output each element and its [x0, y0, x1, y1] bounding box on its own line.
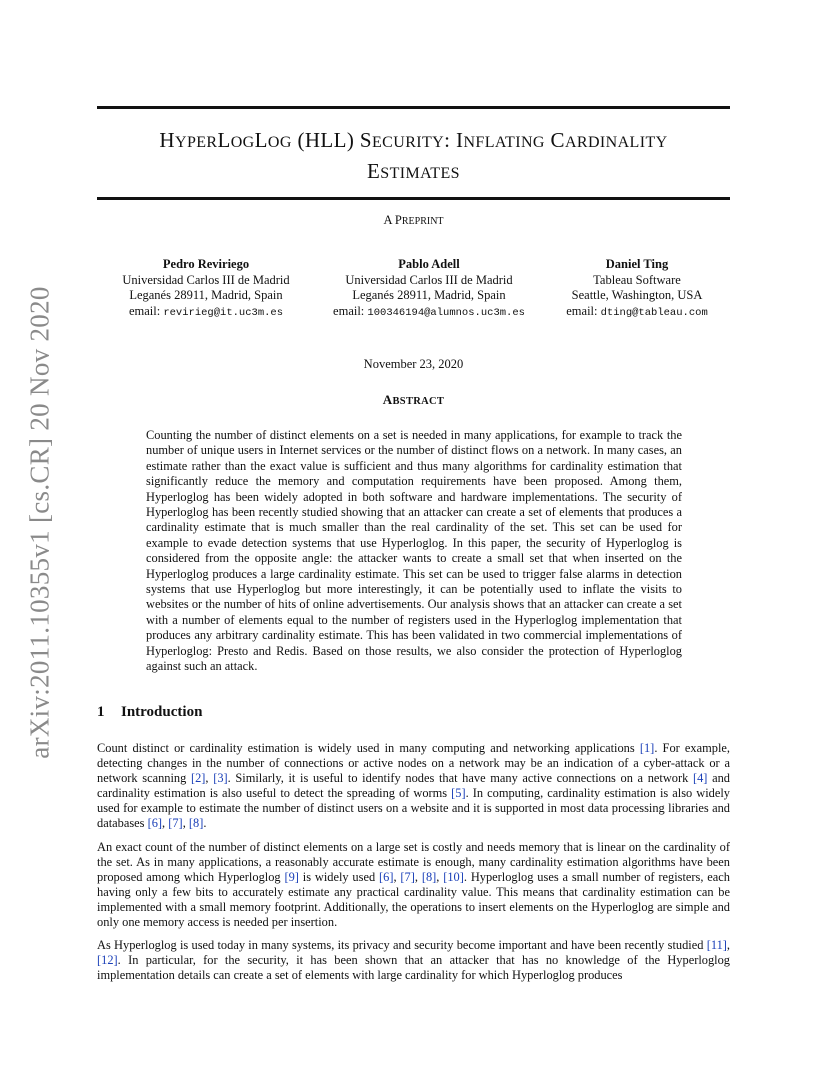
title-line-1	[97, 126, 730, 157]
title-part: L	[217, 128, 231, 152]
body-paragraph	[97, 938, 730, 983]
author-email-line	[329, 304, 529, 322]
abstract-text: Counting the number of distinct elements on a set is needed in many applications, for example to track the number of unique users in Internet services or the number of distinct flows on a network. In many cases, an estimate rather than the exact value is sufficient and thus many algorithms for cardinality estimation that significantly reduce the memory and computation requirements have been proposed. Among them, Hyperloglog has been widely adopted in both software and hardware implementations. The security of Hyperloglog has been recently studied showing that an attacker can create a set of elements that produces a cardinality estimate that is much smaller than the real cardinality of the set. This set can be used for example to evade detection systems that use Hyperloglog. In this paper, the security of Hyperloglog is considered from the opposite angle: the attacker wants to create a small set that when inserted on the Hyperloglog produces a large cardinality estimate. This set can be used to trigger false alarms in detection systems that use Hyperloglog but more interestingly, it can be potentially used to inflate the visits to websites or the number of hits of online advertisements. Our analysis shows that an attacker can create a set with a number of elements equal to the number of registers used in the Hyperloglog implementation that produces any arbitrary cardinality estimate. This has been validated in two commercial implementations of Hyperloglog: Presto and Redis. Based on those results, we also consider the protection of Hyperloglog against such an attack.	[146, 428, 682, 674]
title-part: ECURITY	[372, 134, 445, 151]
author-name: Pedro Reviriego	[162, 257, 250, 271]
author-affiliation: Tableau Software	[593, 272, 681, 287]
paper-title	[97, 126, 730, 188]
author-block	[97, 257, 730, 317]
body-text: ,	[726, 938, 730, 953]
author-location: Seattle, Washington, USA	[571, 288, 703, 302]
author-email-line	[111, 304, 301, 322]
body-text: . In particular, for the security, it has been shown that an attacker that has no knowledge of the Hyperloglog implementation details can create a set of elements with large cardinality for which Hyperloglog produces	[97, 953, 730, 983]
body-text: ,	[162, 816, 169, 831]
citation-link[interactable]: [1]	[639, 741, 655, 755]
paper-date: November 23, 2020	[363, 357, 464, 371]
abstract-heading	[97, 392, 730, 408]
email-label: email:	[333, 303, 365, 318]
title-part: STIMATES	[380, 165, 460, 182]
title-part: S	[359, 128, 372, 152]
title-part: OG	[267, 134, 292, 151]
body-text: . For example, detecting changes in the number of connections or active nodes on a network may be an indication of a cyber-attack or a network scanning	[97, 741, 730, 786]
citation-link[interactable]: [9]	[284, 869, 299, 884]
author-email-line	[557, 304, 717, 322]
introduction-body	[97, 741, 730, 991]
author-email[interactable]: 100346194@alumnos.uc3m.es	[367, 306, 525, 319]
body-text: is widely used	[298, 869, 379, 884]
preprint-label-big: A P	[383, 213, 402, 227]
author-location: Leganés 28911, Madrid, Spain	[352, 288, 506, 302]
title-part: (HLL)	[291, 128, 360, 152]
body-text: Count distinct or cardinality estimation is widely used in many computing and networking applications	[97, 741, 640, 755]
citation-link[interactable]: [7]	[168, 816, 183, 831]
body-text: . Hyperloglog uses a small number of registers, each having only a few bits to accurately estimate any practical cardinality value. This means that cardinality estimation can be implemented with a small memory footprint. Additionally, the operations to insert elements on the Hyperloglog are simple and only one memory access is needed per insertion.	[97, 869, 730, 930]
body-text: ,	[182, 816, 189, 831]
title-part: C	[550, 128, 565, 152]
author-name: Daniel Ting	[605, 257, 669, 271]
author-affiliation: Universidad Carlos III de Madrid	[345, 272, 513, 287]
citation-link[interactable]: [7]	[400, 869, 415, 884]
citation-link[interactable]: [10]	[443, 869, 464, 884]
body-text: ,	[393, 869, 401, 884]
title-part: :	[444, 128, 457, 152]
citation-link[interactable]: [6]	[147, 816, 163, 831]
body-text: ,	[414, 869, 422, 884]
title-part: E	[367, 159, 381, 183]
title-part: NFLATING	[463, 134, 545, 151]
title-part: ARDINALITY	[564, 134, 668, 151]
author-email[interactable]: dting@tableau.com	[600, 306, 708, 319]
citation-link[interactable]: [11]	[706, 938, 727, 953]
author-card	[329, 257, 529, 321]
author-affiliation: Universidad Carlos III de Madrid	[122, 272, 290, 287]
section-title: Introduction	[121, 704, 203, 720]
body-text: and cardinality estimation is also useful to detect the spreading of worms	[97, 771, 730, 801]
body-text: As Hyperloglog is used today in many systems, its privacy and security become important and have been recently studied	[97, 938, 707, 953]
preprint-label	[97, 213, 730, 228]
section-heading	[97, 704, 202, 721]
citation-link[interactable]: [2]	[190, 771, 206, 786]
section-number: 1	[97, 704, 105, 720]
abstract-heading-big: A	[382, 392, 393, 407]
title-line-2	[97, 157, 730, 188]
citation-link[interactable]: [5]	[451, 786, 466, 801]
abstract-heading-small: BSTRACT	[392, 396, 445, 407]
citation-link[interactable]: [4]	[692, 771, 708, 786]
author-card	[557, 257, 717, 321]
title-top-rule	[97, 106, 730, 109]
citation-link[interactable]: [8]	[421, 869, 437, 884]
body-text: . In computing, cardinality estimation is also widely used for example to estimate the number of distinct users on a website and it is supported in most data processing libraries and databases	[97, 786, 730, 831]
title-part: H	[159, 128, 175, 152]
arxiv-identifier	[16, 282, 64, 762]
title-bottom-rule	[97, 197, 730, 200]
author-location: Leganés 28911, Madrid, Spain	[129, 288, 283, 302]
title-part: YPER	[174, 134, 218, 151]
author-name: Pablo Adell	[398, 257, 460, 271]
body-paragraph	[97, 741, 730, 832]
email-label: email:	[566, 303, 598, 318]
body-text: . Similarly, it is useful to identify nodes that have many active connections on a network	[227, 771, 693, 786]
body-paragraph	[97, 840, 730, 931]
title-part: L	[254, 128, 268, 152]
preprint-label-small: REPRINT	[401, 216, 444, 227]
arxiv-identifier-text: arXiv:2011.10355v1 [cs.CR] 20 Nov 2020	[24, 285, 55, 759]
email-label: email:	[128, 303, 161, 318]
body-text: ,	[436, 869, 444, 884]
citation-link[interactable]: [6]	[379, 869, 394, 884]
author-card	[111, 257, 301, 321]
author-email[interactable]: revirieg@it.uc3m.es	[163, 306, 284, 319]
body-text: An exact count of the number of distinct elements on a large set is costly and needs memory that is linear on the cardinality of the set. As in many applications, a reasonably accurate estimate is enough, many cardinality estimation algorithms have been proposed among which Hyperloglog	[97, 839, 730, 884]
citation-link[interactable]: [8]	[188, 816, 204, 831]
citation-link[interactable]: [3]	[213, 771, 228, 786]
body-text: ,	[205, 771, 214, 786]
title-part: I	[456, 128, 464, 152]
citation-link[interactable]: [12]	[97, 953, 118, 968]
body-text: .	[203, 816, 207, 831]
title-part: OG	[230, 134, 255, 151]
